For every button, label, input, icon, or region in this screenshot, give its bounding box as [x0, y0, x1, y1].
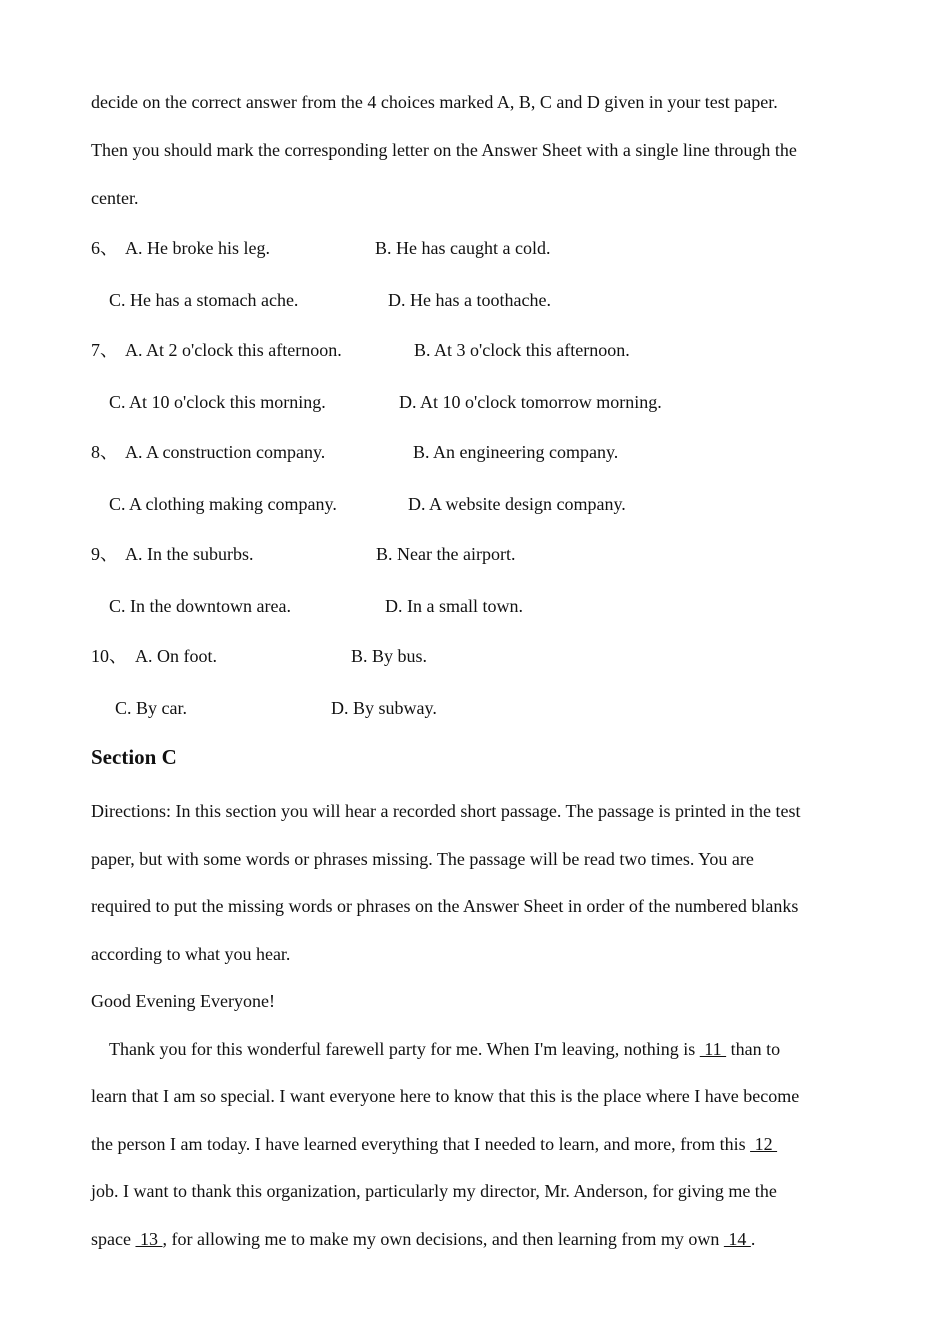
option-b: B. He has caught a cold.	[375, 238, 551, 258]
option-a: A. He broke his leg.	[125, 238, 270, 258]
option-b: B. At 3 o'clock this afternoon.	[414, 340, 630, 360]
intro-line-1: decide on the correct answer from the 4 choices marked A, B, C and D given in your test paper.	[91, 92, 778, 112]
greeting: Good Evening Everyone!	[91, 991, 275, 1011]
question-number: 8、	[91, 442, 118, 462]
passage-text: the person I am today. I have learned everything that I needed to learn, and more, from this	[91, 1134, 751, 1154]
question-number: 6、	[91, 238, 118, 258]
passage-text: Thank you for this wonderful farewell party for me. When I'm leaving, nothing is	[109, 1039, 700, 1059]
option-d: D. A website design company.	[408, 494, 626, 514]
intro-line-3: center.	[91, 188, 139, 208]
directions-line-3: required to put the missing words or phrases on the Answer Sheet in order of the numbered blanks	[91, 896, 799, 916]
directions-line-2: paper, but with some words or phrases missing. The passage will be read two times. You are	[91, 849, 754, 869]
option-b: B. By bus.	[351, 646, 428, 666]
directions-line-4: according to what you hear.	[91, 944, 291, 964]
option-b: B. An engineering company.	[413, 442, 619, 462]
option-c: C. In the downtown area.	[109, 596, 291, 616]
passage-text: , for allowing me to make my own decisions, and then learning from my own	[162, 1229, 724, 1249]
passage-text: space	[91, 1229, 136, 1249]
option-a: A. On foot.	[135, 646, 217, 666]
section-heading: Section C	[91, 745, 177, 769]
option-b: B. Near the airport.	[376, 544, 516, 564]
passage-text: than to	[726, 1039, 781, 1059]
passage-line-2: learn that I am so special. I want everyone here to know that this is the place where I have become	[91, 1086, 800, 1106]
option-c: C. By car.	[115, 698, 187, 718]
passage-line-4: job. I want to thank this organization, particularly my director, Mr. Anderson, for giving me the	[91, 1181, 777, 1201]
blank-13: 13	[135, 1229, 163, 1249]
option-c: C. He has a stomach ache.	[109, 290, 299, 310]
question-number: 9、	[91, 544, 118, 564]
option-d: D. He has a toothache.	[388, 290, 551, 310]
blank-11: 11	[699, 1039, 727, 1059]
option-a: A. In the suburbs.	[125, 544, 254, 564]
blank-14: 14	[723, 1229, 751, 1249]
option-a: A. At 2 o'clock this afternoon.	[125, 340, 342, 360]
passage-text: .	[750, 1229, 756, 1249]
passage-line-5	[91, 1228, 755, 1250]
option-d: D. By subway.	[331, 698, 437, 718]
blank-12: 12	[750, 1134, 778, 1154]
option-d: D. In a small town.	[385, 596, 523, 616]
question-number: 7、	[91, 340, 118, 360]
option-c: C. At 10 o'clock this morning.	[109, 392, 326, 412]
option-a: A. A construction company.	[125, 442, 326, 462]
option-c: C. A clothing making company.	[109, 494, 337, 514]
directions-line-1: Directions: In this section you will hear a recorded short passage. The passage is printed in the test	[91, 801, 801, 821]
passage-line-1	[109, 1038, 780, 1060]
intro-line-2: Then you should mark the corresponding letter on the Answer Sheet with a single line through the	[91, 140, 797, 160]
question-number: 10、	[91, 646, 127, 666]
option-d: D. At 10 o'clock tomorrow morning.	[399, 392, 662, 412]
passage-line-3	[91, 1133, 777, 1155]
